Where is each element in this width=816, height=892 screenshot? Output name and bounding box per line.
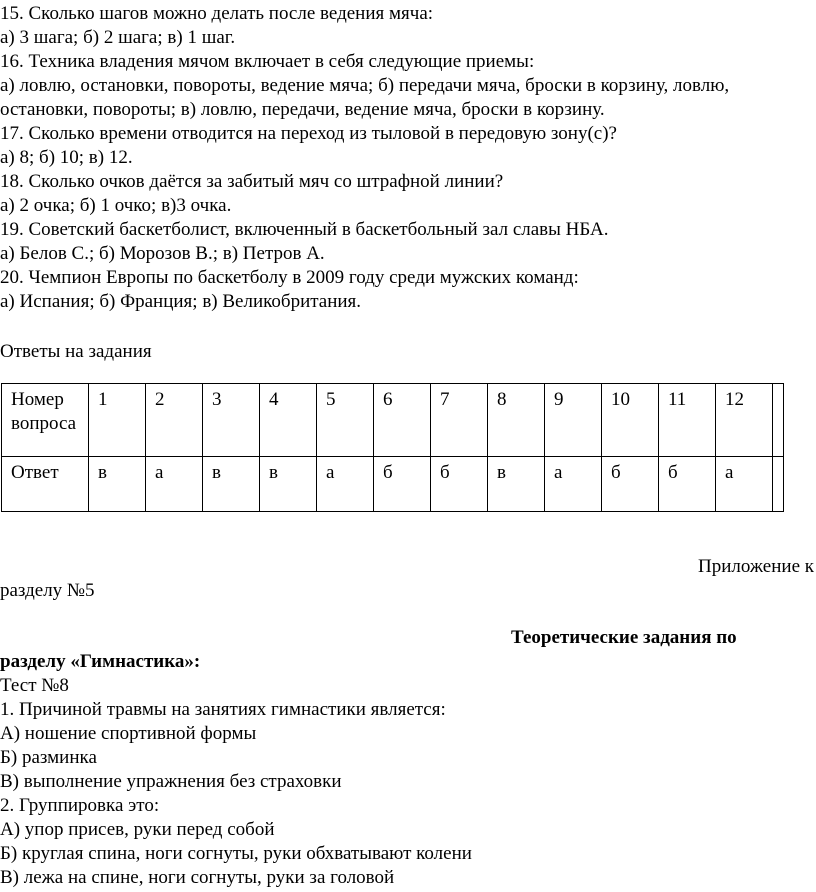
question-number-cell: 4 — [260, 384, 317, 457]
quiz-line: а) 8; б) 10; в) 12. — [0, 147, 133, 168]
test-label: Тест №8 — [0, 675, 69, 696]
answer-cell: б — [374, 457, 431, 512]
quiz-line: 18. Сколько очков даётся за забитый мяч со штрафной линии? — [0, 171, 504, 192]
gym-line: А) ношение спортивной формы — [0, 723, 257, 744]
gym-line: А) упор присев, руки перед собой — [0, 819, 275, 840]
quiz-line: 19. Советский баскетболист, включенный в баскетбольный зал славы НБА. — [0, 219, 609, 240]
answer-cell: а — [716, 457, 773, 512]
answer-cell: в — [203, 457, 260, 512]
table-header-cell: Ответ — [2, 457, 89, 512]
answers-heading: Ответы на задания — [0, 341, 152, 362]
answer-cell: а — [545, 457, 602, 512]
gym-line: В) лежа на спине, ноги согнуты, руки за головой — [0, 867, 395, 888]
table-header-cell — [2, 384, 89, 457]
question-number-cell: 12 — [716, 384, 773, 457]
answer-cell: а — [146, 457, 203, 512]
answer-cell: в — [260, 457, 317, 512]
section-title-continued: разделу «Гимнастика»: — [0, 651, 201, 672]
quiz-line: а) 3 шага; б) 2 шага; в) 1 шаг. — [0, 27, 236, 48]
gym-line: 2. Группировка это: — [0, 795, 160, 816]
gym-line: 1. Причиной травмы на занятиях гимнастики является: — [0, 699, 446, 720]
section-title: Теоретические задания по — [511, 627, 737, 648]
question-number-cell: 1 — [89, 384, 146, 457]
question-number-cell: 8 — [488, 384, 545, 457]
header-line: вопроса — [11, 413, 77, 434]
answer-cell: б — [431, 457, 488, 512]
gym-line: Б) разминка — [0, 747, 97, 768]
quiz-line: 16. Техника владения мячом включает в себя следующие приемы: — [0, 51, 535, 72]
table-row — [2, 384, 784, 457]
quiz-line: 20. Чемпион Европы по баскетболу в 2009 году среди мужских команд: — [0, 267, 579, 288]
question-number-cell: 3 — [203, 384, 260, 457]
answer-cell: а — [317, 457, 374, 512]
answer-cell: в — [488, 457, 545, 512]
quiz-line: 17. Сколько времени отводится на переход из тыловой в передовую зону(с)? — [0, 123, 617, 144]
question-number-cell: 2 — [146, 384, 203, 457]
quiz-line: а) Испания; б) Франция; в) Великобритания. — [0, 291, 362, 312]
answers-table — [1, 383, 784, 512]
gym-line: Б) круглая спина, ноги согнуты, руки обхватывают колени — [0, 843, 472, 864]
quiz-line: а) ловлю, остановки, повороты, ведение мяча; б) передачи мяча, броски в корзину, ловлю, — [0, 75, 730, 96]
question-number-cell: 7 — [431, 384, 488, 457]
appendix-label-continued: разделу №5 — [0, 580, 95, 601]
table-row — [2, 457, 784, 512]
question-number-cell: 9 — [545, 384, 602, 457]
question-number-cell: 10 — [602, 384, 659, 457]
question-number-cell: 11 — [659, 384, 716, 457]
table-empty-cell — [773, 457, 784, 512]
quiz-line: а) Белов С.; б) Морозов В.; в) Петров А. — [0, 243, 325, 264]
answer-cell: б — [659, 457, 716, 512]
quiz-line: 15. Сколько шагов можно делать после ведения мяча: — [0, 3, 434, 24]
answer-cell: б — [602, 457, 659, 512]
gym-line: В) выполнение упражнения без страховки — [0, 771, 342, 792]
answer-cell: в — [89, 457, 146, 512]
question-number-cell: 6 — [374, 384, 431, 457]
header-line: Номер — [11, 389, 64, 410]
appendix-label: Приложение к — [698, 556, 814, 577]
table-empty-cell — [773, 384, 784, 457]
quiz-line: а) 2 очка; б) 1 очко; в)3 очка. — [0, 195, 232, 216]
quiz-line: остановки, повороты; в) ловлю, передачи, ведение мяча, броски в корзину. — [0, 99, 605, 120]
question-number-cell: 5 — [317, 384, 374, 457]
